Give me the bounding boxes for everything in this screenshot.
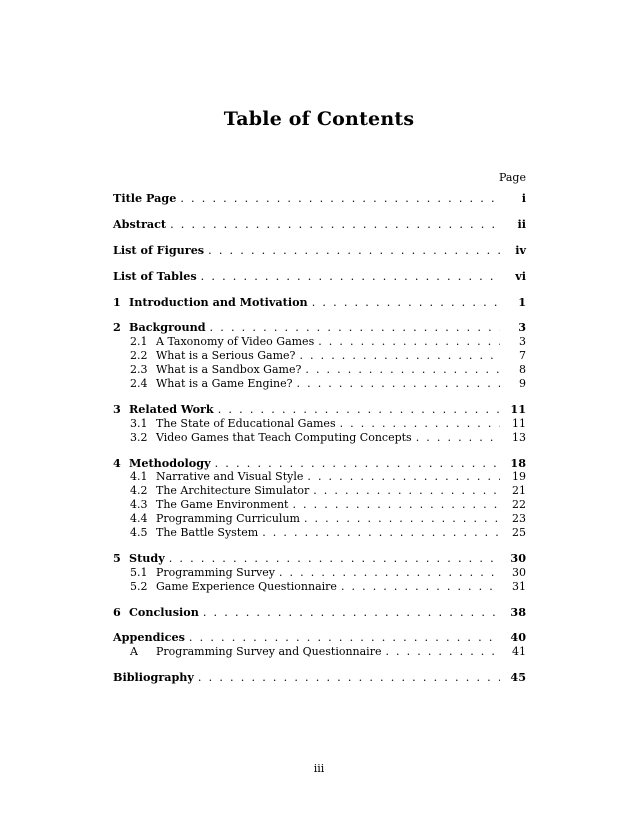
toc-entry-page: ii [517, 216, 526, 231]
toc-subentry[interactable] [113, 377, 526, 391]
toc-entry-number: 5.1 [130, 565, 148, 579]
toc-entry-label: List of Figures [113, 242, 205, 257]
toc-entry-label: The State of Educational Games [156, 416, 336, 430]
toc-entry-page: 30 [510, 550, 526, 565]
toc-entry-number: 4 [113, 455, 121, 470]
toc-entry-label: The Game Environment [156, 498, 289, 512]
toc-entry-number: 2 [113, 320, 121, 335]
dot-leader [210, 321, 500, 335]
dot-leader [208, 244, 500, 258]
toc-entry-page: 23 [512, 512, 526, 526]
dot-leader [313, 484, 500, 498]
toc-subentry[interactable] [113, 580, 526, 594]
dot-leader [340, 417, 500, 431]
toc-entry-number: 4.4 [130, 512, 148, 526]
toc-entry[interactable] [113, 606, 526, 620]
toc-entry-number: 6 [113, 604, 121, 619]
toc-entry-page: 11 [512, 416, 526, 430]
dot-leader [416, 431, 500, 445]
toc-entry-page: 7 [519, 349, 526, 363]
toc-subentry[interactable] [113, 470, 526, 484]
page-title: Table of Contents [223, 108, 415, 130]
toc-subentry[interactable] [113, 512, 526, 526]
footer-page-number: iii [313, 762, 325, 775]
toc-entry[interactable] [113, 321, 526, 335]
toc-subentry[interactable] [113, 498, 526, 512]
dot-leader [304, 512, 500, 526]
toc-entry[interactable] [113, 218, 526, 232]
toc-subentry[interactable] [113, 417, 526, 431]
toc-entry-page: 22 [512, 498, 526, 512]
toc-entry-page: 11 [510, 401, 526, 416]
dot-leader [341, 580, 500, 594]
toc-entry-label: Programming Curriculum [156, 512, 300, 526]
toc-entry-number: A [130, 645, 138, 659]
toc-entry-page: 3 [519, 335, 526, 349]
toc-entry-number: 3.2 [130, 430, 148, 444]
toc-entry-page: 3 [518, 320, 526, 335]
dot-leader [201, 270, 500, 284]
page-column-header: Page [498, 171, 526, 184]
toc-entry-page: 1 [518, 294, 526, 309]
toc-entry-label: Conclusion [129, 604, 199, 619]
dot-leader [189, 631, 500, 645]
toc-entry[interactable] [113, 296, 526, 310]
toc-subentry[interactable] [113, 526, 526, 540]
toc-entry-label: Programming Survey [156, 565, 275, 579]
dot-leader [305, 363, 500, 377]
toc-subentry[interactable] [113, 645, 526, 659]
dot-leader [170, 218, 500, 232]
toc-subentry[interactable] [113, 349, 526, 363]
toc-entry-page: 21 [512, 484, 526, 498]
toc-entry-number: 4.2 [130, 484, 148, 498]
dot-leader [299, 349, 500, 363]
toc-subentry[interactable] [113, 431, 526, 445]
toc-entry-label: List of Tables [113, 268, 197, 283]
toc-subentry[interactable] [113, 363, 526, 377]
toc-entry-page: 25 [512, 526, 526, 540]
toc-entry-number: 3.1 [130, 416, 148, 430]
toc-entry-page: 9 [519, 377, 526, 391]
toc-entry-label: Abstract [113, 216, 167, 231]
dot-leader [312, 296, 500, 310]
dot-leader [297, 377, 500, 391]
toc-entry-page: i [521, 191, 526, 205]
toc-entry-label: The Battle System [156, 526, 259, 540]
toc-entry-page: 8 [519, 363, 526, 377]
toc-entry-label: What is a Serious Game? [156, 349, 296, 363]
table-of-contents [113, 192, 526, 685]
dot-leader [218, 403, 500, 417]
toc-entry-label: Game Experience Questionnaire [156, 579, 337, 593]
toc-entry-label: Study [129, 550, 165, 565]
dot-leader [180, 192, 500, 206]
toc-entry-number: 4.1 [130, 470, 148, 484]
toc-entry-label: Background [129, 320, 206, 335]
toc-entry-label: Video Games that Teach Computing Concepts [156, 430, 412, 444]
dot-leader [385, 645, 500, 659]
toc-entry-label: Narrative and Visual Style [156, 470, 304, 484]
toc-entry-number: 5 [113, 550, 121, 565]
toc-entry-label: Related Work [129, 401, 214, 416]
toc-entry-page: 40 [510, 630, 526, 645]
toc-entry-number: 2.3 [130, 363, 148, 377]
toc-entry-page: 45 [510, 670, 526, 685]
toc-entry-label: Appendices [113, 630, 185, 645]
toc-entry[interactable] [113, 631, 526, 645]
dot-leader [169, 552, 500, 566]
toc-entry-label: Title Page [113, 191, 177, 205]
dot-leader [307, 470, 500, 484]
toc-entry[interactable] [113, 192, 526, 206]
toc-entry[interactable] [113, 552, 526, 566]
toc-entry-page: 18 [510, 455, 526, 470]
dot-leader [215, 457, 500, 471]
dot-leader [262, 526, 500, 540]
toc-entry-number: 2.1 [130, 335, 148, 349]
toc-entry-number: 4.5 [130, 526, 148, 540]
toc-entry-page: 30 [512, 565, 526, 579]
toc-entry-page: iv [515, 242, 526, 257]
toc-entry-label: What is a Sandbox Game? [156, 363, 302, 377]
toc-entry-number: 5.2 [130, 579, 148, 593]
toc-entry-label: What is a Game Engine? [156, 377, 293, 391]
toc-entry[interactable] [113, 270, 526, 284]
toc-entry-label: A Taxonomy of Video Games [156, 335, 315, 349]
toc-entry[interactable] [113, 457, 526, 471]
toc-entry-number: 3 [113, 401, 121, 416]
toc-entry-number: 4.3 [130, 498, 148, 512]
toc-entry-label: The Architecture Simulator [156, 484, 310, 498]
dot-leader [279, 566, 500, 580]
dot-leader [198, 671, 500, 685]
toc-entry-page: 31 [512, 579, 526, 593]
toc-entry-label: Programming Survey and Questionnaire [156, 645, 382, 659]
toc-entry[interactable] [113, 671, 526, 685]
toc-entry-page: 19 [512, 470, 526, 484]
toc-entry-page: 41 [512, 645, 526, 659]
toc-subentry[interactable] [113, 484, 526, 498]
toc-entry-number: 2.2 [130, 349, 148, 363]
toc-subentry[interactable] [113, 335, 526, 349]
toc-entry[interactable] [113, 403, 526, 417]
toc-entry-label: Introduction and Motivation [129, 294, 308, 309]
toc-entry-label: Bibliography [113, 670, 194, 685]
dot-leader [318, 335, 500, 349]
toc-entry[interactable] [113, 244, 526, 258]
toc-entry-label: Methodology [129, 455, 211, 470]
toc-subentry[interactable] [113, 566, 526, 580]
toc-entry-page: vi [515, 268, 526, 283]
toc-entry-page: 38 [510, 604, 526, 619]
toc-entry-number: 1 [113, 294, 121, 309]
dot-leader [203, 606, 500, 620]
dot-leader [292, 498, 500, 512]
toc-entry-page: 13 [512, 430, 526, 444]
toc-entry-number: 2.4 [130, 377, 148, 391]
